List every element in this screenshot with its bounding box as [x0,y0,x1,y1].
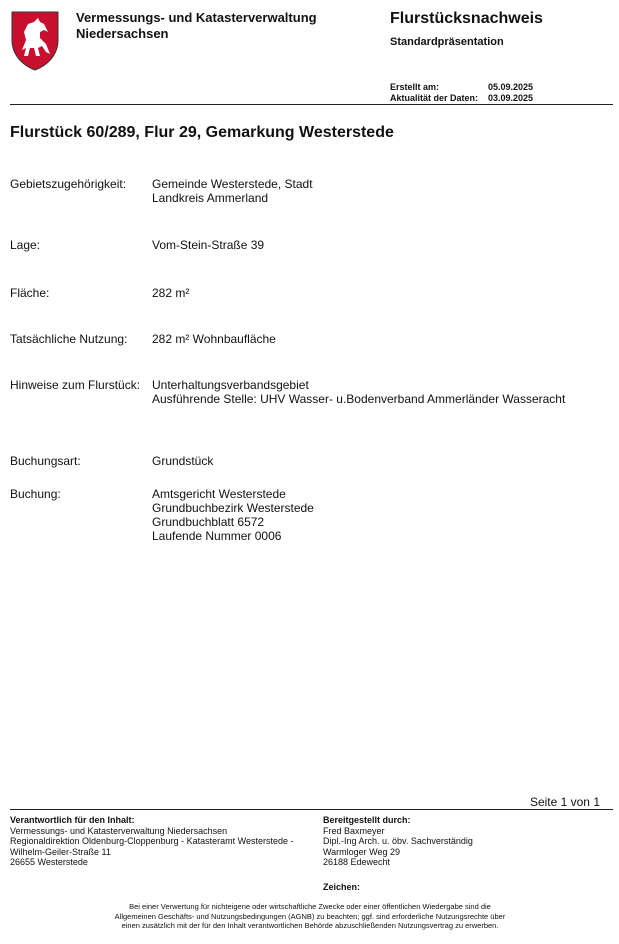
value-line: Amtsgericht Westerstede [152,487,286,501]
value-line: Grundbuchbezirk Westerstede [152,501,314,515]
parcel-title: Flurstück 60/289, Flur 29, Gemarkung Westerstede [10,124,394,141]
field-value [152,177,610,205]
field-lage [10,238,610,252]
responsible-heading: Verantwortlich für den Inhalt: [10,815,135,825]
disclaimer-line: Bei einer Verwertung für nichteigene oder wirtschaftliche Zwecke oder einer öffentlichen Wiedergabe sind die [129,902,491,911]
responsible-block [10,815,310,868]
provider-line: Fred Baxmeyer [323,825,385,836]
field-value [152,378,610,406]
meta-value: 03.09.2025 [488,93,534,103]
value-line: Landkreis Ammerland [152,191,269,205]
sign-label: Zeichen: [323,882,361,892]
authority-line-2: Niedersachsen [76,26,169,41]
provider-line: 26188 Edewecht [323,857,391,867]
field-value [152,487,610,543]
field-value [152,286,610,300]
meta-label: Aktualität der Daten: [390,93,479,103]
footer-divider [10,809,613,810]
field-buchung [10,487,610,543]
responsible-line: 26655 Westerstede [10,857,88,867]
lower-saxony-crest-icon [10,10,60,72]
field-label: Hinweise zum Flurstück: [10,378,141,392]
field-hinweise [10,378,610,406]
provider-line: Dipl.-Ing Arch. u. öbv. Sachverständig [323,836,473,846]
value-line: Ausführende Stelle: UHV Wasser- u.Bodenverband Ammerländer Wasseracht [152,392,566,406]
meta-label: Erstellt am: [390,82,440,92]
value-line: 282 m² [152,286,190,300]
field-gebietszugehoerigkeit [10,177,610,205]
value-line: Grundstück [152,454,214,468]
field-value [152,332,610,346]
page-number: Seite 1 von 1 [529,795,600,809]
value-line: Grundbuchblatt 6572 [152,515,265,529]
field-label: Tatsächliche Nutzung: [10,332,128,346]
provider-heading: Bereitgestellt durch: [323,815,411,825]
authority-line-1: Vermessungs- und Katasterverwaltung [76,10,317,25]
provider-line: Warmloger Weg 29 [323,846,401,857]
field-label: Buchung: [10,487,61,501]
meta-currency-row [390,93,533,104]
meta-created-row [390,82,533,93]
document-subtitle: Standardpräsentation [390,36,504,48]
field-value [152,454,610,468]
document-meta [390,82,533,104]
document-title: Flurstücksnachweis [390,10,543,27]
authority-name [76,10,356,42]
field-flaeche [10,286,610,300]
value-line: Laufende Nummer 0006 [152,529,282,543]
meta-value: 05.09.2025 [488,82,534,92]
disclaimer-line: Allgemeinen Geschäfts- und Nutzungsbedingungen (AGNB) zu beachten; ggf. sind erforderliche Nutzungsrechte über [114,911,506,921]
responsible-line: Wilhelm-Geiler-Straße 11 [10,846,111,857]
usage-disclaimer [60,902,560,931]
field-label: Gebietszugehörigkeit: [10,177,127,191]
field-label: Buchungsart: [10,454,81,468]
field-label: Lage: [10,238,41,252]
value-line: Unterhaltungsverbandsgebiet [152,378,309,392]
responsible-line: Regionaldirektion Oldenburg-Cloppenburg - Katasteramt Westerstede - [10,836,294,846]
field-buchungsart [10,454,610,468]
value-line: Gemeinde Westerstede, Stadt [152,177,313,191]
field-value [152,238,610,252]
field-nutzung [10,332,610,346]
value-line: 282 m² Wohnbaufläche [152,332,276,346]
disclaimer-line: einen zusätzlich mit der für den Inhalt verantwortlichen Behörde abzuschließenden Nutzungsvertrag zu erwerben. [121,921,499,930]
header-divider [10,104,613,105]
field-label: Fläche: [10,286,50,300]
provider-block [323,815,603,868]
responsible-line: Vermessungs- und Katasterverwaltung Niedersachsen [10,825,228,836]
value-line: Vom-Stein-Straße 39 [152,238,265,252]
